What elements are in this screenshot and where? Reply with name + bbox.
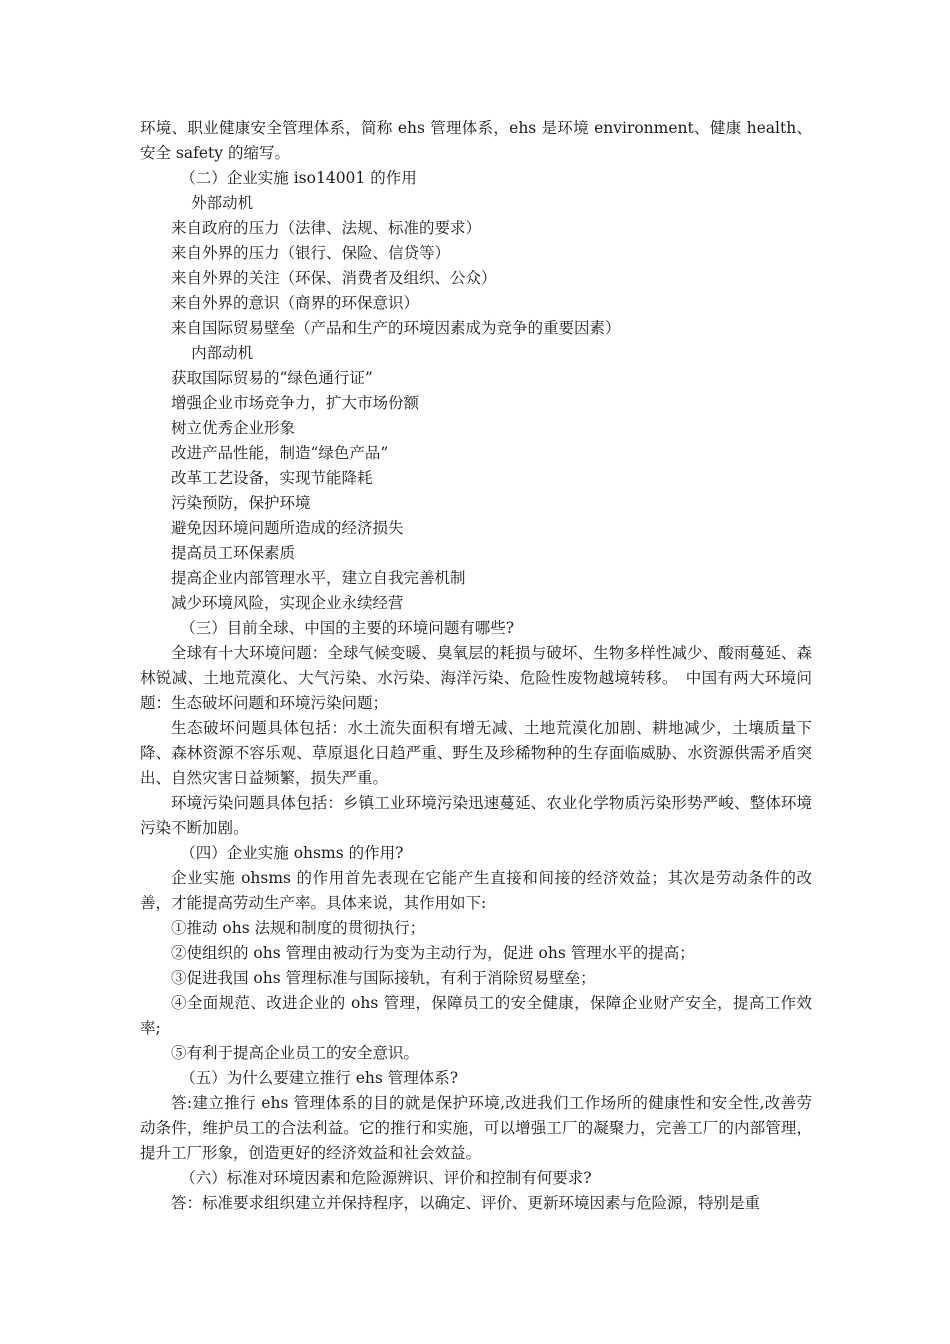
body-paragraph: 全球有十大环境问题：全球气候变暖、臭氧层的耗损与破坏、生物多样性减少、酸雨蔓延、森林锐减、土地荒漠化、大气污染、水污染、海洋污染、危险性废物越境转移。 中国有两大环境问题：生态破坏问题和环境污染问题； (140, 644, 812, 712)
list-item: 改革工艺设备，实现节能降耗 (171, 469, 373, 487)
section-heading-4: （四）企业实施 ohsms 的作用? (180, 844, 404, 862)
paragraph-intro: 环境、职业健康安全管理体系，简称 ehs 管理体系，ehs 是环境 environment、健康 health、安全 safety 的缩写。 (140, 119, 812, 162)
list-item: 来自外界的关注（环保、消费者及组织、公众） (171, 269, 497, 287)
section-heading-5: （五）为什么要建立推行 ehs 管理体系? (180, 1069, 459, 1087)
numbered-item: ②使组织的 ohs 管理由被动行为变为主动行为，促进 ohs 管理水平的提高； (171, 944, 695, 962)
body-paragraph: 企业实施 ohsms 的作用首先表现在它能产生直接和间接的经济效益；其次是劳动条件的改善，才能提高劳动生产率。具体来说，其作用如下: (140, 869, 812, 912)
section-heading-6: （六）标准对环境因素和危险源辨识、评价和控制有何要求? (180, 1169, 592, 1187)
section-heading-3: （三）目前全球、中国的主要的环境问题有哪些? (180, 619, 515, 637)
numbered-item: ①推动 ohs 法规和制度的贯彻执行； (171, 919, 426, 937)
document-body (140, 116, 812, 1216)
list-item: 提高员工环保素质 (171, 544, 296, 562)
body-paragraph: 生态破坏问题具体包括：水土流失面积有增无减、土地荒漠化加剧、耕地减少，土壤质量下降、森林资源不容乐观、草原退化日趋严重、野生及珍稀物种的生存面临威胁、水资源供需矛盾突出、自然灾害日益频繁，损失严重。 (140, 719, 812, 787)
body-paragraph: 答：标准要求组织建立并保持程序，以确定、评价、更新环境因素与危险源，特别是重 (171, 1194, 761, 1212)
list-item: 来自国际贸易壁垒（产品和生产的环境因素成为竞争的重要因素） (171, 319, 621, 337)
numbered-item: ④全面规范、改进企业的 ohs 管理，保障员工的安全健康，保障企业财产安全，提高工作效率; (140, 994, 812, 1037)
list-item: 来自外界的意识（商界的环保意识） (171, 294, 420, 312)
list-item: 污染预防，保护环境 (171, 494, 311, 512)
list-item: 来自政府的压力（法律、法规、标准的要求） (171, 219, 482, 237)
subheading-external-motives: 外部动机 (191, 194, 254, 212)
list-item: 获取国际贸易的“绿色通行证” (171, 369, 373, 387)
numbered-item: ⑤有利于提高企业员工的安全意识。 (171, 1044, 420, 1062)
list-item: 提高企业内部管理水平，建立自我完善机制 (171, 569, 466, 587)
list-item: 增强企业市场竞争力，扩大市场份额 (171, 394, 420, 412)
body-paragraph: 答:建立推行 ehs 管理体系的目的就是保护环境,改进我们工作场所的健康性和安全性,改善劳动条件，维护员工的合法利益。它的推行和实施，可以增强工厂的凝聚力，完善工厂的内部管理，提升工厂形象，创造更好的经济效益和社会效益。 (140, 1094, 812, 1162)
list-item: 来自外界的压力（银行、保险、信贷等） (171, 244, 451, 262)
body-paragraph: 环境污染问题具体包括：乡镇工业环境污染迅速蔓延、农业化学物质污染形势严峻、整体环境污染不断加剧。 (140, 794, 812, 837)
list-item: 减少环境风险，实现企业永续经营 (171, 594, 404, 612)
list-item: 树立优秀企业形象 (171, 419, 296, 437)
list-item: 改进产品性能，制造“绿色产品” (171, 444, 389, 462)
section-heading-2: （二）企业实施 iso14001 的作用 (180, 169, 417, 187)
numbered-item: ③促进我国 ohs 管理标准与国际接轨，有利于消除贸易壁垒； (171, 969, 596, 987)
subheading-internal-motives: 内部动机 (191, 344, 254, 362)
list-item: 避免因环境问题所造成的经济损失 (171, 519, 404, 537)
